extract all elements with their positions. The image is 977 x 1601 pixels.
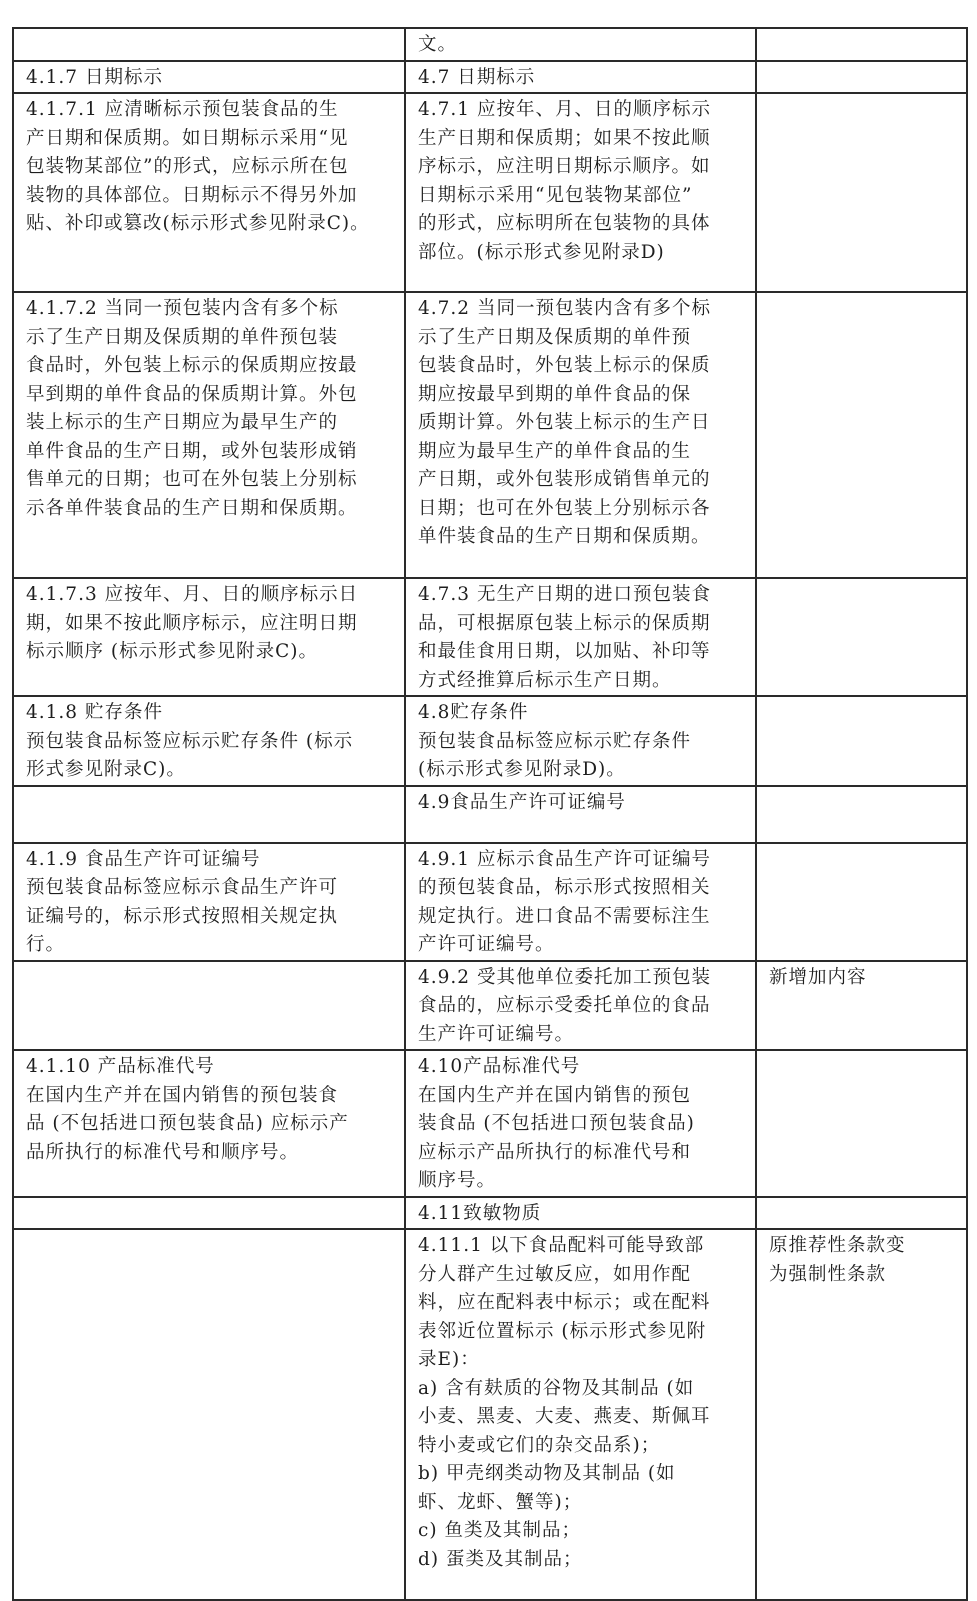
cell-text-line: 示了生产日期及保质期的单件预 bbox=[418, 326, 692, 348]
cell-left bbox=[13, 961, 405, 1051]
cell-text-line: 4.11致敏物质 bbox=[418, 1202, 542, 1224]
table-row bbox=[13, 61, 967, 94]
cell-left bbox=[13, 1050, 405, 1197]
cell-middle bbox=[405, 786, 756, 843]
cell-right bbox=[756, 696, 967, 786]
cell-text-line: 新增加内容 bbox=[769, 966, 867, 988]
cell-text-line: (标示形式参见附录D)。 bbox=[418, 759, 626, 780]
cell-text-line: 食品时，外包装上标示的保质期应按最 bbox=[26, 355, 358, 376]
cell-text-line: 标示顺序 (标示形式参见附录C)。 bbox=[26, 641, 318, 662]
cell-right bbox=[756, 786, 967, 843]
cell-text-line: 期应为最早生产的单件食品的生 bbox=[418, 440, 692, 462]
cell-text-line: 期，如果不按此顺序标示，应注明日期 bbox=[26, 612, 358, 634]
table-row bbox=[13, 578, 967, 696]
cell-text-line: 的预包装食品，标示形式按照相关 bbox=[418, 877, 711, 898]
cell-right bbox=[756, 292, 967, 578]
cell-text-line: 应标示产品所执行的标准代号和 bbox=[418, 1141, 692, 1163]
cell-text-line: 食品的，应标示受委托单位的食品 bbox=[418, 995, 711, 1016]
cell-text-line: 4.8贮存条件 bbox=[418, 702, 529, 723]
cell-middle bbox=[405, 961, 756, 1051]
cell-left bbox=[13, 578, 405, 696]
cell-text-line: 顺序号。 bbox=[418, 1170, 497, 1191]
cell-text-line: 质期计算。外包装上标示的生产日 bbox=[418, 412, 711, 433]
cell-text-line: 售单元的日期；也可在外包装上分别标 bbox=[26, 469, 358, 490]
cell-text-line: 4.1.10 产品标准代号 bbox=[26, 1056, 215, 1077]
cell-text-line: 示各单件装食品的生产日期和保质期。 bbox=[26, 497, 358, 519]
cell-text-line: 4.7.1 应按年、月、日的顺序标示 bbox=[418, 99, 711, 120]
cell-middle bbox=[405, 843, 756, 961]
cell-text-line: 分人群产生过敏反应，如用作配 bbox=[418, 1263, 692, 1285]
cell-text-line: 4.1.8 贮存条件 bbox=[26, 702, 163, 723]
cell-right bbox=[756, 961, 967, 1051]
cell-text-line: 4.7.2 当同一预包装内含有多个标 bbox=[418, 298, 711, 319]
cell-text-line: 期应按最早到期的单件食品的保 bbox=[418, 383, 692, 405]
cell-text-line: 在国内生产并在国内销售的预包装食 bbox=[26, 1084, 339, 1106]
table-row bbox=[13, 1197, 967, 1230]
cell-text-line: 4.9食品生产许可证编号 bbox=[418, 791, 626, 813]
cell-left bbox=[13, 93, 405, 292]
cell-text-line: 示了生产日期及保质期的单件预包装 bbox=[26, 326, 339, 348]
cell-text-line: 小麦、黑麦、大麦、燕麦、斯佩耳 bbox=[418, 1406, 711, 1427]
cell-text-line: 4.1.7.3 应按年、月、日的顺序标示日 bbox=[26, 584, 359, 605]
cell-text-line: 4.7 日期标示 bbox=[418, 66, 536, 88]
cell-text-line: 方式经推算后标示生产日期。 bbox=[418, 669, 672, 691]
cell-text-line: 生产日期和保质期；如果不按此顺 bbox=[418, 127, 711, 149]
cell-text-line: 品，可根据原包装上标示的保质期 bbox=[418, 612, 711, 634]
cell-text-line: 4.9.1 应标示食品生产许可证编号 bbox=[418, 848, 711, 870]
cell-text-line: b) 甲壳纲类动物及其制品 (如 bbox=[418, 1463, 676, 1484]
cell-left bbox=[13, 28, 405, 61]
cell-text-line: 预包装食品标签应标示贮存条件 (标示 bbox=[26, 730, 354, 752]
table-row bbox=[13, 786, 967, 843]
cell-middle bbox=[405, 28, 756, 61]
cell-left bbox=[13, 1197, 405, 1230]
cell-text-line: a) 含有麸质的谷物及其制品 (如 bbox=[418, 1377, 695, 1399]
cell-text-line: 日期；也可在外包装上分别标示各 bbox=[418, 497, 711, 519]
cell-right bbox=[756, 28, 967, 61]
table-row bbox=[13, 292, 967, 578]
cell-text-line: 规定执行。进口食品不需要标注生 bbox=[418, 905, 711, 927]
cell-text-line: 4.9.2 受其他单位委托加工预包装 bbox=[418, 966, 711, 988]
cell-text-line: 文。 bbox=[418, 34, 458, 55]
cell-text-line: 表邻近位置标示 (标示形式参见附 bbox=[418, 1320, 707, 1342]
cell-text-line: 早到期的单件食品的保质期计算。外包 bbox=[26, 383, 358, 405]
regulation-comparison-table bbox=[12, 27, 968, 1601]
cell-middle bbox=[405, 292, 756, 578]
cell-right bbox=[756, 93, 967, 292]
table-row bbox=[13, 1229, 967, 1600]
cell-middle bbox=[405, 1050, 756, 1197]
cell-text-line: 品所执行的标准代号和顺序号。 bbox=[26, 1141, 300, 1163]
cell-left bbox=[13, 696, 405, 786]
cell-text-line: 4.1.9 食品生产许可证编号 bbox=[26, 848, 261, 870]
cell-text-line: 在国内生产并在国内销售的预包 bbox=[418, 1084, 692, 1106]
cell-text-line: 和最佳食用日期，以加贴、补印等 bbox=[418, 641, 711, 662]
cell-left bbox=[13, 843, 405, 961]
cell-text-line: 包装物某部位”的形式，应标示所在包 bbox=[26, 156, 349, 177]
cell-text-line: 序标示，应注明日期标示顺序。如 bbox=[418, 156, 711, 177]
cell-text-line: 单件装食品的生产日期和保质期。 bbox=[418, 526, 711, 547]
cell-text-line: 预包装食品标签应标示食品生产许可 bbox=[26, 877, 339, 898]
cell-left bbox=[13, 292, 405, 578]
cell-middle bbox=[405, 61, 756, 94]
table-row bbox=[13, 93, 967, 292]
cell-middle bbox=[405, 696, 756, 786]
cell-text-line: 部位。(标示形式参见附录D) bbox=[418, 241, 665, 263]
cell-right bbox=[756, 61, 967, 94]
cell-right bbox=[756, 1229, 967, 1600]
cell-text-line: 为强制性条款 bbox=[769, 1263, 887, 1285]
table-row bbox=[13, 843, 967, 961]
cell-text-line: 装食品 (不包括进口预包装食品) bbox=[418, 1113, 695, 1134]
cell-text-line: 单件食品的生产日期，或外包装形成销 bbox=[26, 440, 358, 462]
cell-text-line: 4.7.3 无生产日期的进口预包装食 bbox=[418, 584, 711, 605]
table-row bbox=[13, 28, 967, 61]
cell-text-line: 装上标示的生产日期应为最早生产的 bbox=[26, 412, 339, 433]
cell-text-line: 行。 bbox=[26, 934, 66, 955]
cell-text-line: 虾、龙虾、蟹等)； bbox=[418, 1491, 583, 1513]
cell-text-line: 4.10产品标准代号 bbox=[418, 1056, 581, 1077]
cell-text-line: 原推荐性条款变 bbox=[769, 1235, 906, 1256]
cell-text-line: 料，应在配料表中标示；或在配料 bbox=[418, 1292, 711, 1313]
cell-text-line: 特小麦或它们的杂交品系)； bbox=[418, 1434, 661, 1456]
cell-left bbox=[13, 786, 405, 843]
cell-text-line: 4.1.7 日期标示 bbox=[26, 66, 163, 88]
cell-middle bbox=[405, 1229, 756, 1600]
cell-right bbox=[756, 578, 967, 696]
cell-text-line: 生产许可证编号。 bbox=[418, 1023, 575, 1045]
cell-text-line: 证编号的，标示形式按照相关规定执 bbox=[26, 905, 339, 927]
cell-text-line: 产许可证编号。 bbox=[418, 934, 555, 955]
table-row bbox=[13, 961, 967, 1051]
cell-text-line: 4.1.7.1 应清晰标示预包装食品的生 bbox=[26, 99, 339, 120]
cell-left bbox=[13, 61, 405, 94]
cell-text-line: 形式参见附录C)。 bbox=[26, 759, 186, 780]
table-body bbox=[13, 28, 967, 1600]
cell-right bbox=[756, 843, 967, 961]
cell-middle bbox=[405, 93, 756, 292]
cell-text-line: 4.1.7.2 当同一预包装内含有多个标 bbox=[26, 298, 339, 319]
table-row bbox=[13, 1050, 967, 1197]
table-row bbox=[13, 696, 967, 786]
cell-right bbox=[756, 1050, 967, 1197]
cell-text-line: 日期标示采用“见包装物某部位” bbox=[418, 184, 693, 206]
cell-text-line: 4.11.1 以下食品配料可能导致部 bbox=[418, 1235, 705, 1256]
cell-text-line: 的形式，应标明所在包装物的具体 bbox=[418, 213, 711, 234]
cell-middle bbox=[405, 1197, 756, 1230]
cell-left bbox=[13, 1229, 405, 1600]
cell-text-line: 产日期，或外包装形成销售单元的 bbox=[418, 469, 711, 490]
cell-text-line: c) 鱼类及其制品； bbox=[418, 1520, 581, 1541]
cell-text-line: 包装食品时，外包装上标示的保质 bbox=[418, 355, 711, 376]
cell-middle bbox=[405, 578, 756, 696]
cell-text-line: 预包装食品标签应标示贮存条件 bbox=[418, 730, 692, 752]
cell-text-line: 品 (不包括进口预包装食品) 应标示产 bbox=[26, 1113, 349, 1134]
cell-text-line: d) 蛋类及其制品； bbox=[418, 1548, 583, 1570]
cell-right bbox=[756, 1197, 967, 1230]
cell-text-line: 装物的具体部位。日期标示不得另外加 bbox=[26, 184, 358, 206]
cell-text-line: 产日期和保质期。如日期标示采用“见 bbox=[26, 127, 349, 149]
cell-text-line: 贴、补印或篡改(标示形式参见附录C)。 bbox=[26, 213, 370, 234]
cell-text-line: 录E)： bbox=[418, 1349, 480, 1370]
